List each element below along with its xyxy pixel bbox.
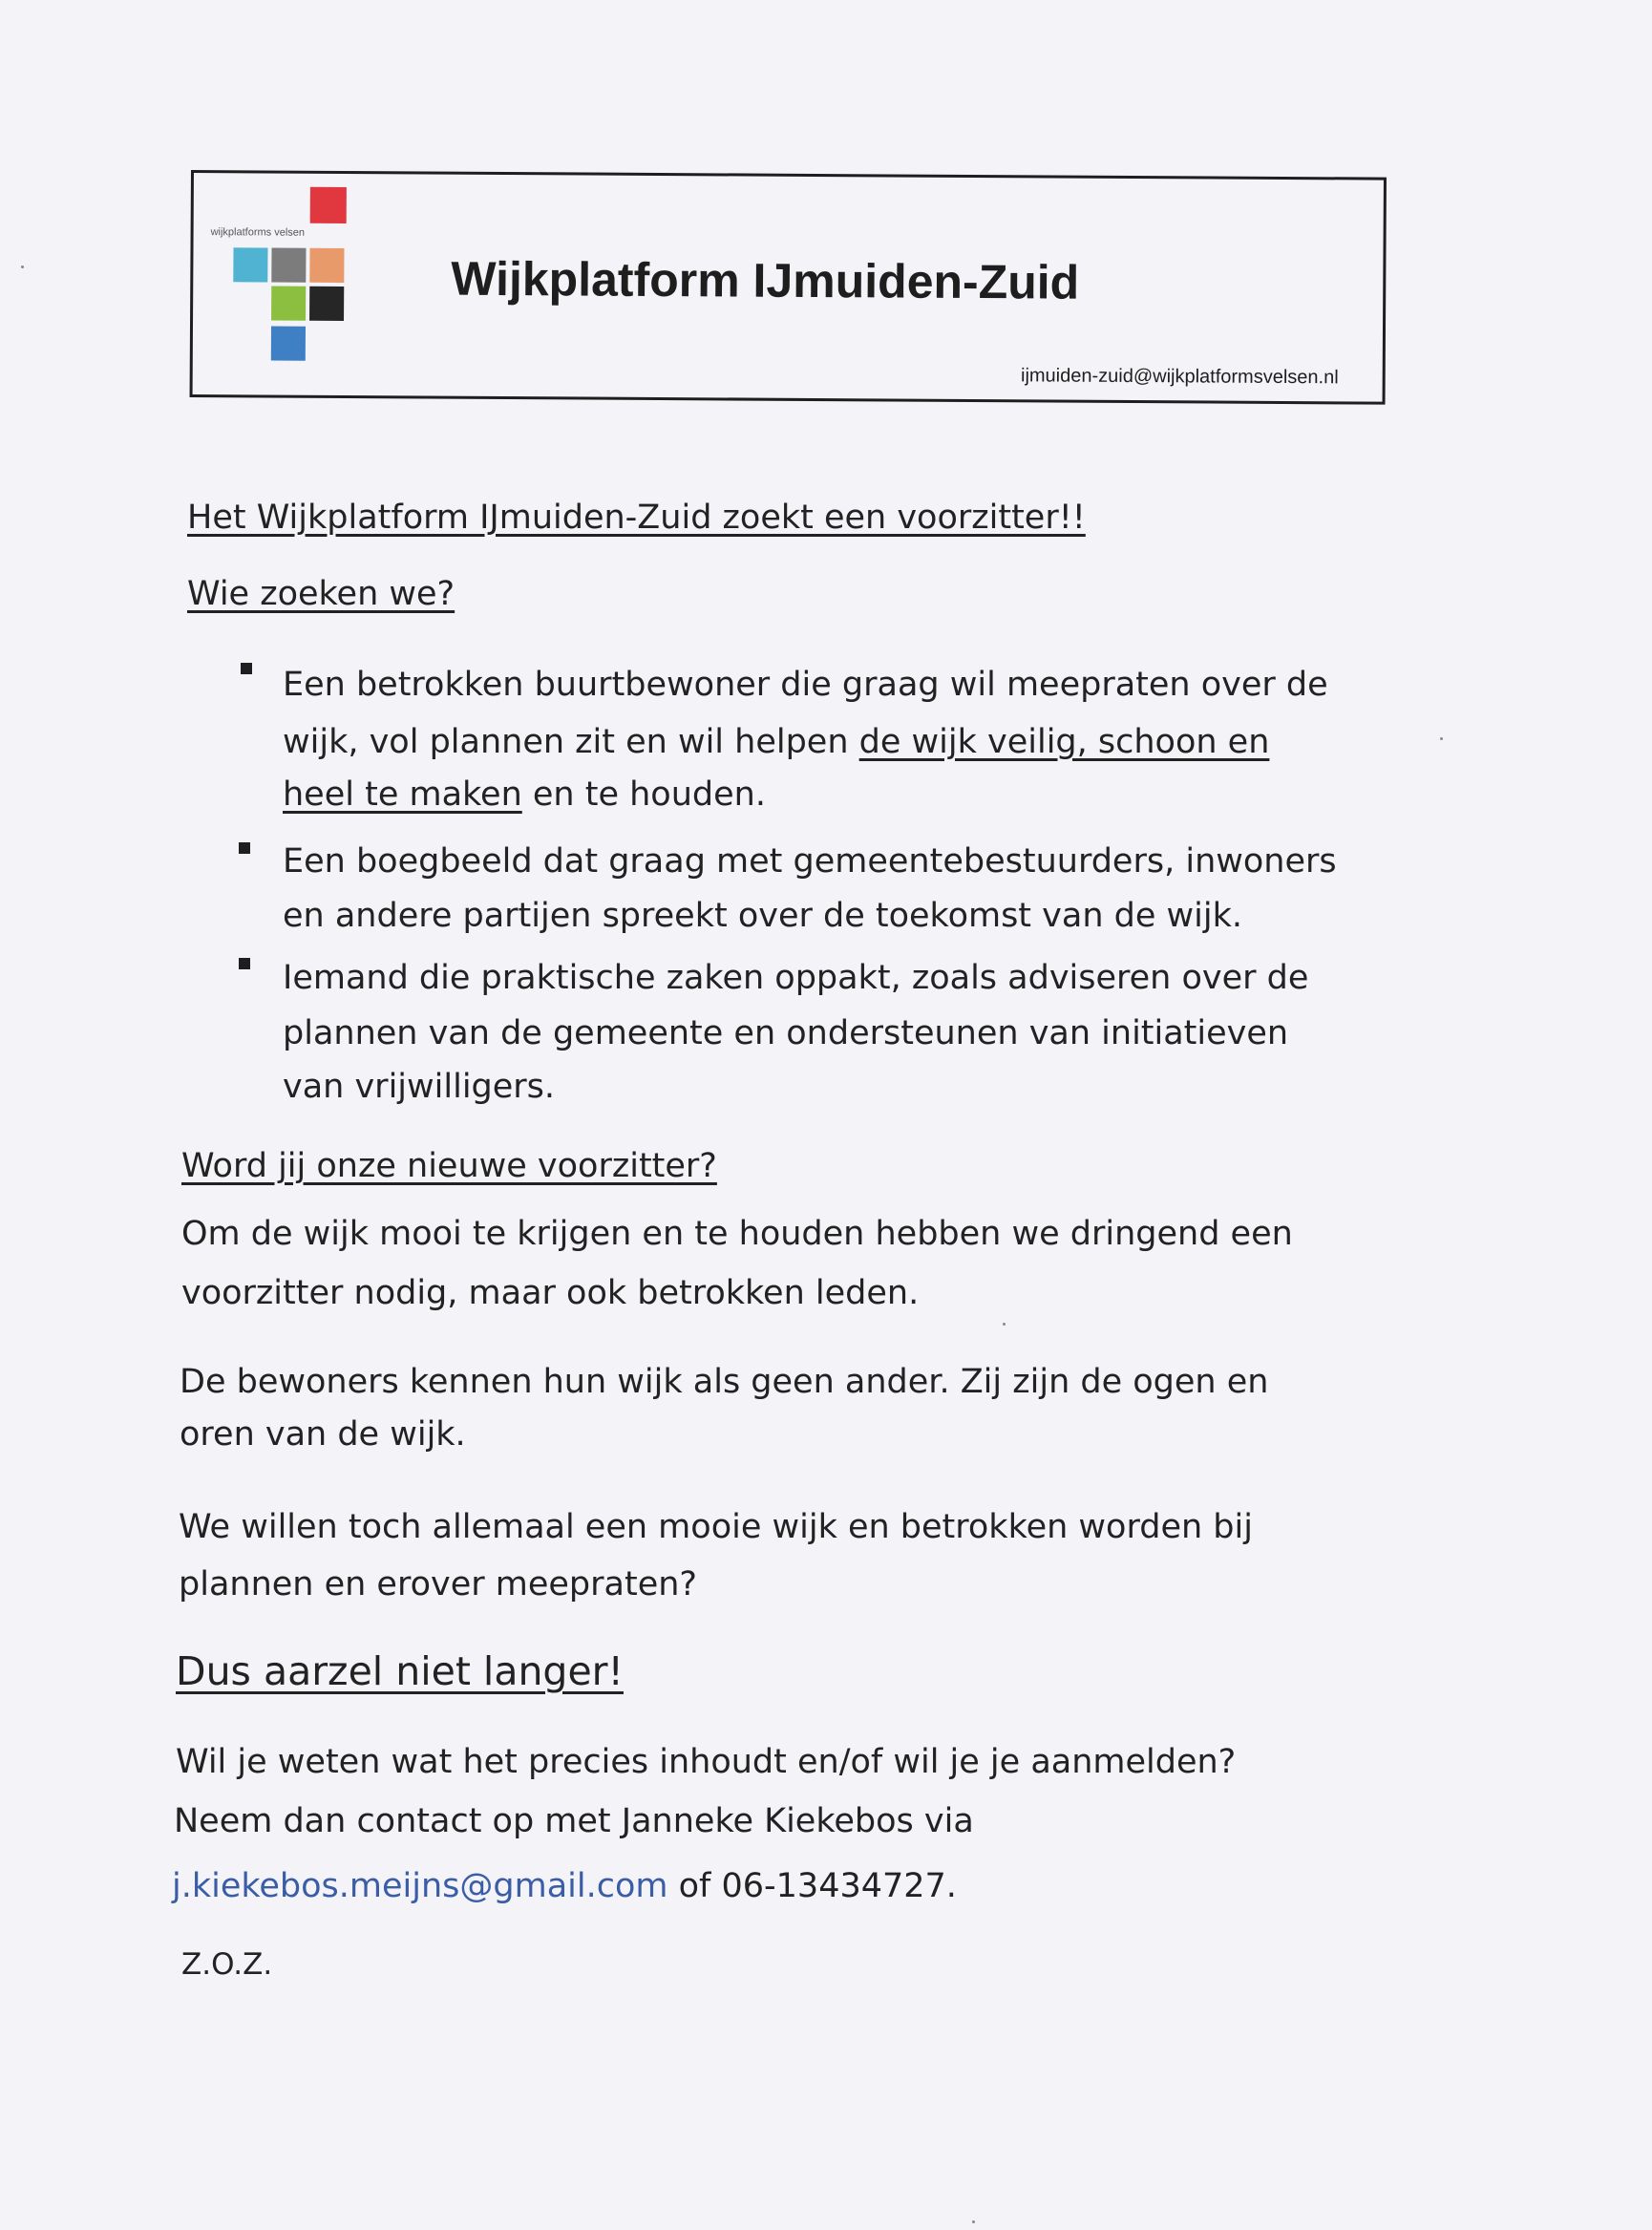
bullet-icon xyxy=(239,842,250,854)
zoz-note: Z.O.Z. xyxy=(181,1947,273,1982)
wijkplatforms-logo xyxy=(210,186,345,378)
scan-speck xyxy=(21,265,24,268)
bullet-1-line-1: Een betrokken buurtbewoner die graag wil meepraten over de xyxy=(283,666,1328,704)
become-chair-heading: Word jij onze nieuwe voorzitter? xyxy=(181,1147,717,1185)
bullet-1-line-2-text: wijk, vol plannen zit en wil helpen xyxy=(283,723,859,761)
header-title: Wijkplatform IJmuiden-Zuid xyxy=(451,251,1080,309)
paragraph-1-line-1: Om de wijk mooi te krijgen en te houden hebben we dringend een xyxy=(181,1215,1293,1253)
bullet-2-line-2: en andere partijen spreekt over de toekomst van de wijk. xyxy=(283,897,1242,935)
who-heading: Wie zoeken we? xyxy=(187,575,455,613)
bullet-1-line-2 xyxy=(283,716,1269,769)
paragraph-3-line-1: We willen toch allemaal een mooie wijk en betrokken worden bij xyxy=(179,1508,1253,1546)
contact-line-3 xyxy=(172,1860,957,1913)
contact-email-link[interactable]: j.kiekebos.meijns@gmail.com xyxy=(172,1867,668,1905)
header-box xyxy=(190,170,1387,405)
bullet-3-line-2: plannen van de gemeente en ondersteunen van initiatieven xyxy=(283,1014,1289,1052)
paragraph-3-line-2: plannen en erover meepraten? xyxy=(179,1565,697,1603)
bullet-1-emphasis-cont: heel te maken xyxy=(283,775,522,814)
bullet-icon xyxy=(241,663,252,674)
contact-line-1: Wil je weten wat het precies inhoudt en/of wil je je aanmelden? xyxy=(176,1743,1237,1781)
scan-speck xyxy=(972,2220,975,2223)
logo-square-grey xyxy=(271,248,306,283)
contact-line-2: Neem dan contact op met Janneke Kiekebos via xyxy=(174,1802,974,1840)
paragraph-1-line-2: voorzitter nodig, maar ook betrokken leden. xyxy=(181,1274,920,1312)
bullet-3-line-3: van vrijwilligers. xyxy=(283,1068,556,1106)
bullet-2-line-1: Een boegbeeld dat graag met gemeentebestuurders, inwoners xyxy=(283,842,1337,881)
bullet-1-line-3-text: en te houden. xyxy=(521,775,766,814)
logo-square-green xyxy=(271,287,306,321)
bullet-3-line-1: Iemand die praktische zaken oppakt, zoals adviseren over de xyxy=(283,959,1309,997)
logo-square-black xyxy=(309,287,344,321)
contact-phone: of 06-13434727. xyxy=(667,1867,957,1905)
cta-heading: Dus aarzel niet langer! xyxy=(176,1648,624,1694)
bullet-1-line-3 xyxy=(283,769,766,821)
paragraph-2-line-1: De bewoners kennen hun wijk als geen ander. Zij zijn de ogen en xyxy=(180,1363,1269,1401)
logo-square-orange xyxy=(309,248,344,283)
paragraph-2-line-2: oren van de wijk. xyxy=(180,1415,466,1454)
scan-speck xyxy=(1003,1323,1006,1326)
logo-square-red xyxy=(310,187,347,223)
header-email: ijmuiden-zuid@wijkplatformsvelsen.nl xyxy=(1020,365,1339,389)
logo-caption: wijkplatforms velsen xyxy=(210,226,306,239)
bullet-icon xyxy=(239,958,250,969)
main-heading: Het Wijkplatform IJmuiden-Zuid zoekt een voorzitter!! xyxy=(187,499,1086,537)
logo-square-blue xyxy=(271,327,306,361)
scan-speck xyxy=(1440,737,1443,740)
logo-square-cyan xyxy=(233,247,267,282)
bullet-1-emphasis: de wijk veilig, schoon en xyxy=(858,723,1270,761)
